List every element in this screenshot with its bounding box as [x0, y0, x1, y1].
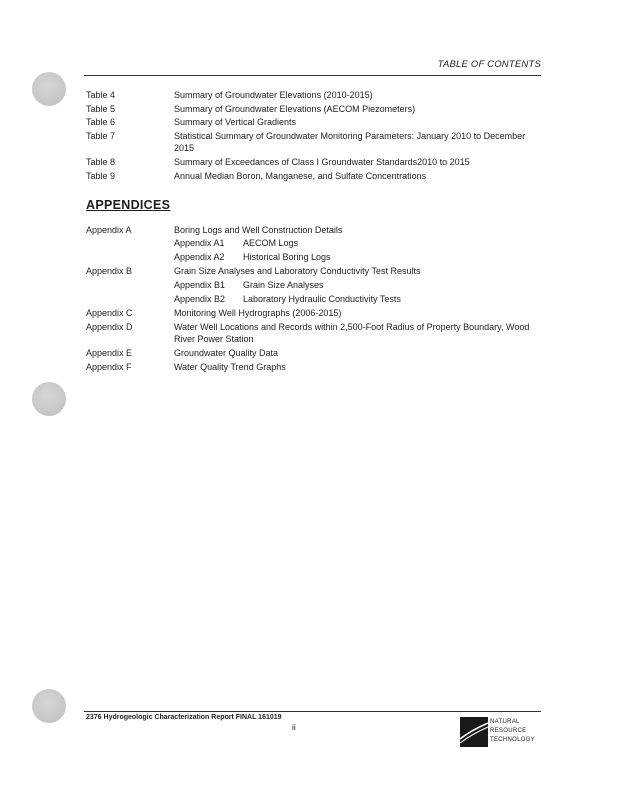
- toc-subentry-label: Appendix B2: [174, 294, 226, 304]
- toc-entry-title: Summary of Groundwater Elevations (2010-2015): [174, 90, 373, 100]
- toc-subentry-title: Laboratory Hydraulic Conductivity Tests: [243, 294, 401, 304]
- logo-wordmark: [490, 718, 535, 745]
- logo-mark-icon: [460, 717, 488, 747]
- toc-entry-label: Table 8: [86, 157, 116, 167]
- page-header-title: TABLE OF CONTENTS: [437, 59, 541, 70]
- toc-entry-title: Boring Logs and Well Construction Details: [174, 225, 343, 235]
- toc-entry-title: Groundwater Quality Data: [174, 348, 279, 358]
- toc-entry-title: Annual Median Boron, Manganese, and Sulfate Concentrations: [174, 171, 427, 181]
- company-logo: [460, 717, 540, 753]
- footer-divider: [84, 711, 541, 712]
- toc-entry-label: Appendix D: [86, 322, 133, 332]
- header-divider: [84, 75, 541, 76]
- toc-subentry-label: Appendix A1: [174, 238, 225, 248]
- toc-subentry-title: Grain Size Analyses: [243, 280, 324, 290]
- logo-line: RESOURCE: [490, 728, 527, 734]
- toc-entry-title: Statistical Summary of Groundwater Monitoring Parameters: January 2010 to December 2015: [174, 131, 526, 153]
- toc-entry-title: Water Quality Trend Graphs: [174, 362, 286, 372]
- punch-hole-marker: [32, 72, 66, 106]
- toc-subentry-title: AECOM Logs: [243, 238, 299, 248]
- toc-entry-label: Table 6: [86, 117, 116, 127]
- logo-line: TECHNOLOGY: [490, 737, 536, 743]
- toc-entry-label: Appendix E: [86, 348, 133, 358]
- toc-subentry-label: Appendix B1: [174, 280, 226, 290]
- punch-hole-marker: [32, 382, 66, 416]
- toc-entry-title: Summary of Exceedances of Class I Groundwater Standards2010 to 2015: [174, 157, 470, 167]
- punch-hole-marker: [32, 689, 66, 723]
- toc-entry-label: Appendix A: [86, 225, 132, 235]
- toc-entry-title: Summary of Groundwater Elevations (AECOM Piezometers): [174, 104, 416, 114]
- toc-entry-title: Grain Size Analyses and Laboratory Conductivity Test Results: [174, 266, 421, 276]
- toc-entry-label: Table 4: [86, 90, 116, 100]
- toc-entry-label: Table 9: [86, 171, 116, 181]
- toc-entry-title: Water Well Locations and Records within 2,500-Foot Radius of Property Boundary, Wood River Power Station: [174, 322, 530, 344]
- toc-entry-label: Table 7: [86, 131, 116, 141]
- toc-entry-title: Monitoring Well Hydrographs (2006-2015): [174, 308, 342, 318]
- toc-entry-label: Table 5: [86, 104, 116, 114]
- toc-entry-label: Appendix B: [86, 266, 133, 276]
- toc-subentry-label: Appendix A2: [174, 252, 225, 262]
- toc-entry-title: Summary of Vertical Gradients: [174, 117, 297, 127]
- toc-entry-label: Appendix C: [86, 308, 133, 318]
- toc-subentry-title: Historical Boring Logs: [243, 252, 331, 262]
- logo-line: NATURAL: [490, 719, 520, 725]
- toc-entry-label: Appendix F: [86, 362, 132, 372]
- page-number: ii: [292, 722, 296, 732]
- footer-document-id: 2376 Hydrogeologic Characterization Report FINAL 161019: [86, 714, 282, 721]
- appendices-heading: APPENDICES: [86, 198, 171, 212]
